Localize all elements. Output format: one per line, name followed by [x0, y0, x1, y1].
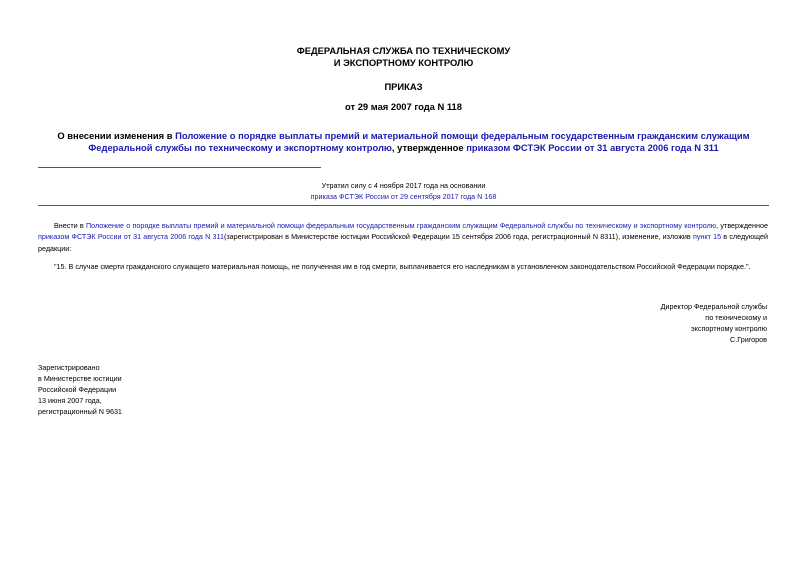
divider-short	[38, 167, 321, 168]
status-line: Утратил силу с 4 ноября 2017 года на основании	[321, 181, 486, 190]
p1-prefix: Внести в	[54, 221, 87, 230]
registration-line-3: Российской Федерации	[38, 385, 117, 394]
status-link-wrap	[0, 191, 807, 202]
signature-line-1: Директор Федеральной службы	[660, 302, 767, 311]
p1-mid2: (зарегистрирован в Министерстве юстиции Российской Федерации 15 сентября 2006 года, регистрационный N 8311), изменение, изложив	[223, 232, 693, 242]
signature-line-3: экспортному контролю	[691, 324, 767, 333]
body-paragraph-1	[38, 220, 768, 254]
p1-mid1: , утвержденное	[716, 221, 768, 230]
agency-name	[0, 45, 807, 69]
doc-title	[40, 130, 767, 154]
signature-block	[661, 301, 767, 345]
title-middle: , утвержденное	[391, 142, 467, 153]
status-link[interactable]: приказа ФСТЭК России от 29 сентября 2017 года N 168	[310, 192, 497, 201]
title-link-order[interactable]: приказом ФСТЭК России от 31 августа 2006 года N 311	[466, 142, 719, 153]
p1-link-regulation[interactable]: Положение о порядке выплаты премий и материальной помощи федеральным государственным гражданским служащим Федеральной службы по техническому и экспортному контролю	[86, 221, 717, 230]
registration-line-2: в Министерстве юстиции	[38, 374, 122, 383]
title-prefix: О внесении изменения в	[57, 130, 176, 141]
p1-suffix: в следующей редакции:	[38, 232, 768, 253]
registration-line-5: регистрационный N 9631	[38, 407, 122, 416]
signature-line-2: по техническому и	[705, 313, 767, 322]
agency-line-1: ФЕДЕРАЛЬНАЯ СЛУЖБА ПО ТЕХНИЧЕСКОМУ	[296, 45, 511, 56]
divider-long	[38, 205, 769, 206]
registration-line-1: Зарегистрировано	[38, 363, 100, 372]
signature-name: С.Григоров	[730, 335, 767, 344]
body-paragraph-2: "15. В случае смерти гражданского служащего материальная помощь, не полученная им в год смерти, выплачивается его наследникам в установленном законодательством Российской Федерации порядке.".	[54, 262, 751, 271]
registration-block	[38, 362, 122, 417]
doc-date-number: от 29 мая 2007 года N 118	[345, 101, 462, 112]
p1-link-clause[interactable]: пункт 15	[692, 232, 722, 242]
agency-line-2: И ЭКСПОРТНОМУ КОНТРОЛЮ	[333, 57, 474, 68]
registration-line-4: 13 июня 2007 года,	[38, 396, 102, 405]
p1-link-order[interactable]: приказом ФСТЭК России от 31 августа 2006 года N 311	[38, 232, 224, 242]
title-link-regulation[interactable]: Положение о порядке выплаты премий и материальной помощи федеральным государственным гражданским служащим Федеральной службы по техническому и экспортному контролю	[88, 130, 750, 153]
doc-type: ПРИКАЗ	[384, 81, 423, 92]
